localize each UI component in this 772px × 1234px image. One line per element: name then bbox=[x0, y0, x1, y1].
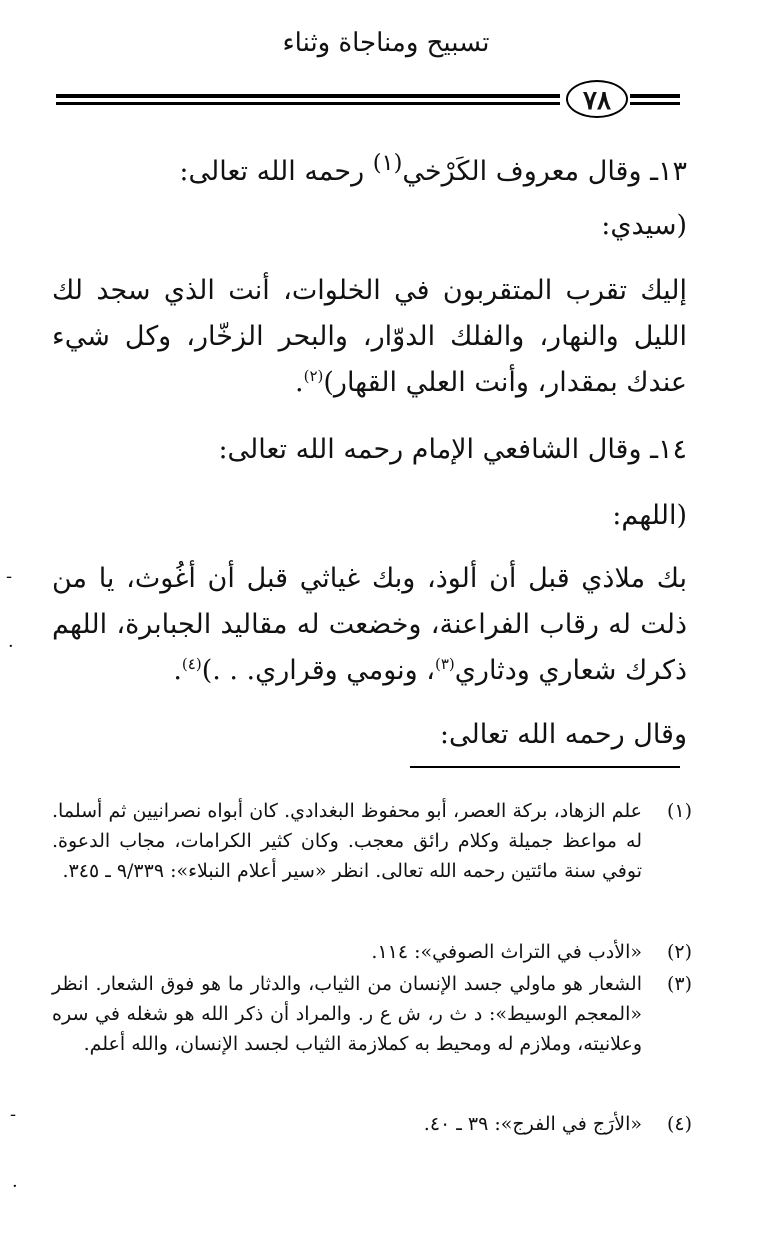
footnote-text: الشعار هو ماولي جسد الإنسان من الثياب، والدثار ما هو فوق الشعار. انظر «المعجم الوسيط»: د ث ر، ش ع ر. والمراد أن ذكر الله هو شغله في سره وعلانيته، وملازم له ومحيط به كملازمة الثياب لجسد الإنسان، والله أعلم. bbox=[52, 973, 642, 1055]
footnote-number: (٤) bbox=[666, 1113, 692, 1135]
rule-line bbox=[56, 94, 560, 98]
rule-line bbox=[630, 94, 680, 98]
paragraph-text: وقال رحمه الله تعالى: bbox=[439, 719, 687, 750]
footnote-2 bbox=[52, 937, 692, 967]
scan-speck: - bbox=[6, 566, 13, 587]
footnote-ref: (٢) bbox=[303, 367, 324, 385]
rule-line bbox=[630, 102, 680, 105]
footnote-ref: (٣) bbox=[435, 655, 455, 673]
footnote-number: (١) bbox=[666, 800, 692, 822]
rule-line bbox=[56, 102, 560, 105]
footnote-text: علم الزهاد، بركة العصر، أبو محفوظ البغدادي. كان أبواه نصرانيين ثم أسلما. له مواعظ جميلة وكلام رائق معجب. وكان كثير الكرامات، مجاب الدعوة. توفي سنة مائتين رحمه الله تعالى. انظر «سير أعلام النبلاء»: ٩/٣٣٩ ـ ٣٤٥. bbox=[52, 800, 642, 882]
paragraph-14-intro bbox=[52, 427, 729, 473]
paragraph-text: بك ملاذي قبل أن ألوذ، وبك غياثي قبل أن أغُوث، يا من ذلت له رقاب الفراعنة، وخضعت له مقاليد الجبابرة، اللهم ذكرك شعاري ودثاري bbox=[52, 563, 687, 686]
paragraph-supplication-1 bbox=[52, 268, 729, 406]
paragraph-13-intro bbox=[52, 140, 729, 195]
footnote-1 bbox=[52, 796, 692, 886]
paragraph-closing-intro bbox=[52, 712, 729, 758]
footnote-text: «الأدب في التراث الصوفي»: ١١٤. bbox=[371, 941, 642, 963]
paragraph-text: (اللهم: bbox=[612, 500, 687, 531]
footnote-text: «الأرَج في الفرج»: ٣٩ ـ ٤٠. bbox=[423, 1113, 642, 1135]
running-header-title: تسبيح ومناجاة وثناء bbox=[282, 28, 490, 58]
footnote-3 bbox=[52, 969, 692, 1059]
scan-speck: · bbox=[12, 1176, 18, 1197]
footnote-number: (٣) bbox=[666, 973, 692, 995]
paragraph-supplication-2 bbox=[52, 556, 729, 694]
footnote-number: (٢) bbox=[666, 941, 692, 963]
footnote-separator bbox=[410, 766, 680, 768]
paragraph-sayyidi bbox=[52, 203, 729, 249]
paragraph-text: . bbox=[295, 367, 304, 398]
paragraph-text: . bbox=[173, 655, 182, 686]
page-number: ٧٨ bbox=[566, 80, 628, 118]
paragraph-text: ١٤ـ وقال الشافعي الإمام رحمه الله تعالى: bbox=[218, 434, 687, 465]
header-rule bbox=[56, 86, 680, 116]
scan-speck: · bbox=[8, 636, 14, 657]
footnote-ref: (٤) bbox=[181, 655, 202, 673]
paragraph-text: رحمه الله تعالى: bbox=[179, 156, 373, 187]
paragraph-text: (سيدي: bbox=[601, 210, 687, 241]
footnote-ref: (١) bbox=[372, 150, 403, 176]
paragraph-text: إليك تقرب المتقربون في الخلوات، أنت الذي سجد لك الليل والنهار، والفلك الدوّار، والبحر الزخّار، وكل شيء عندك بمقدار، وأنت العلي القهار) bbox=[52, 275, 687, 398]
paragraph-text: ، ونومي وقراري. . .) bbox=[201, 655, 435, 686]
paragraph-text: ١٣ـ وقال معروف الكَرْخي bbox=[402, 156, 687, 187]
footnote-4 bbox=[52, 1109, 692, 1139]
paragraph-allahumma bbox=[52, 493, 729, 539]
scan-speck: - bbox=[10, 1104, 17, 1125]
